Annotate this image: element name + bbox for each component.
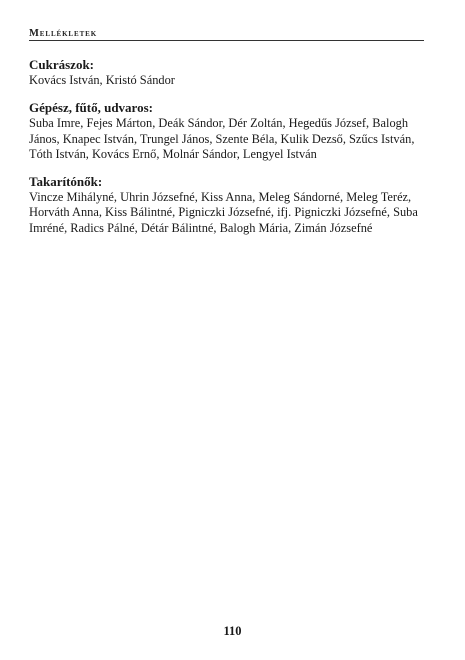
section-body: Kovács István, Kristó Sándor bbox=[29, 73, 175, 87]
section-body: Vincze Mihályné, Uhrin Józsefné, Kiss Anna, Meleg Sándorné, Meleg Teréz, Horváth Anna, Kiss Bálintné, Pigniczki Józsefné, ifj. Pigniczki Józsefné, Suba Imréné, Radics Pálné, Détár Bálintné, Balogh Mária, Zimán Józsefné bbox=[29, 190, 418, 235]
page-number: 110 bbox=[223, 624, 242, 638]
section-heading: Cukrászok: bbox=[29, 57, 95, 72]
section-heading: Takarítónők: bbox=[29, 174, 103, 190]
section-mechanics bbox=[29, 100, 427, 162]
main-content bbox=[29, 57, 427, 248]
section-cleaners bbox=[29, 174, 427, 236]
header-rule bbox=[29, 40, 424, 41]
section-body: Suba Imre, Fejes Márton, Deák Sándor, Dér Zoltán, Hegedűs József, Balogh János, Knapec István, Trungel János, Szente Béla, Kulik Dezső, Szűcs István, Tóth István, Kovács Ernő, Molnár Sándor, Lengyel István bbox=[29, 116, 415, 161]
section-confectioners bbox=[29, 57, 427, 88]
section-heading: Gépész, fűtő, udvaros: bbox=[29, 100, 153, 116]
running-head: Mellékletek bbox=[29, 28, 98, 39]
